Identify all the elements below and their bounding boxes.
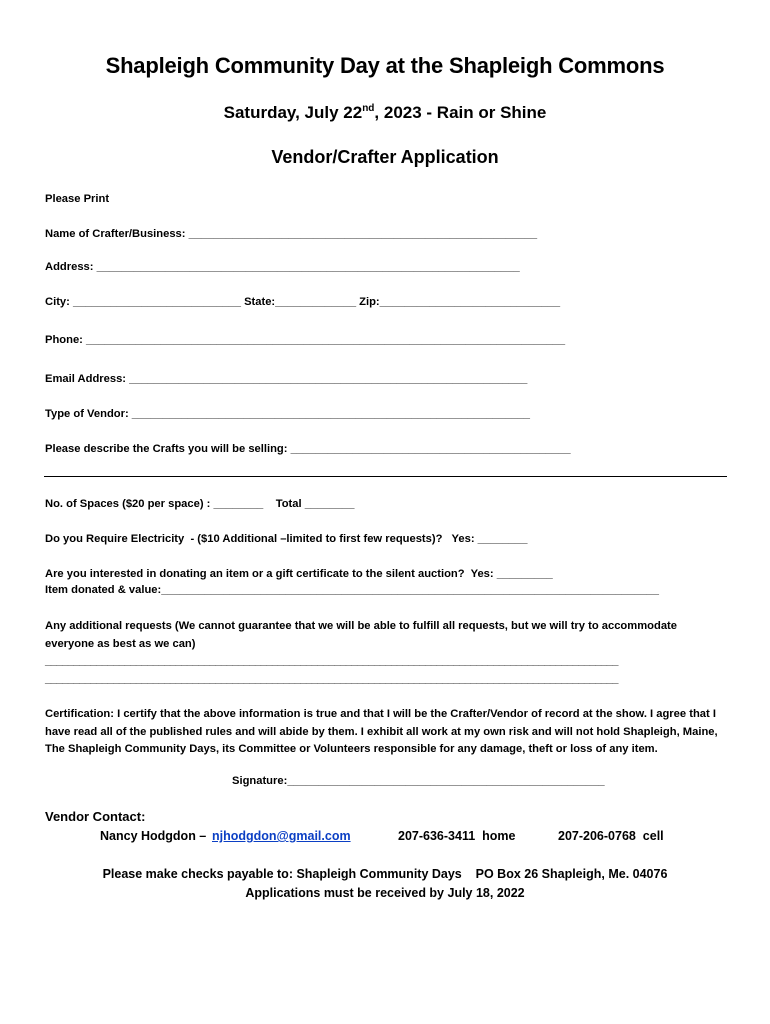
donation-question-field[interactable]: Are you interested in donating an item or a gift certificate to the silent auction? Yes: _________ bbox=[45, 568, 553, 580]
city-state-zip-field[interactable]: City: ___________________________ State:_____________ Zip:_____________________________ bbox=[45, 296, 561, 308]
payment-instructions: Please make checks payable to: Shapleigh Community Days PO Box 26 Shapleigh, Me. 04076 bbox=[102, 867, 668, 881]
additional-requests-line-2[interactable]: _____________________________________________________________________________________________________ bbox=[45, 673, 618, 685]
application-deadline: Applications must be received by July 18, 2022 bbox=[245, 886, 525, 900]
crafts-description-field[interactable]: Please describe the Crafts you will be selling: _____________________________________________ bbox=[45, 443, 571, 455]
event-date-main: Saturday, July 22 bbox=[223, 103, 363, 122]
vendor-type-field[interactable]: Type of Vendor: ________________________________________________________________ bbox=[45, 408, 531, 420]
additional-requests-text: Any additional requests (We cannot guarantee that we will be able to fulfill all requests, but we will try to accommodate everyone as best as we can) bbox=[45, 620, 678, 650]
event-date-rest: , 2023 - Rain or Shine bbox=[374, 103, 547, 122]
address-field[interactable]: Address: ____________________________________________________________________ bbox=[45, 261, 520, 273]
page-title: Shapleigh Community Day at the Shapleigh Commons bbox=[105, 53, 665, 78]
please-print-label: Please Print bbox=[45, 193, 110, 205]
vendor-contact-heading: Vendor Contact: bbox=[45, 809, 146, 824]
electricity-field[interactable]: Do you Require Electricity - ($10 Additional –limited to first few requests)? Yes: ________ bbox=[45, 533, 528, 545]
phone-field[interactable]: Phone: _____________________________________________________________________________ bbox=[45, 334, 566, 346]
donation-item-field[interactable]: Item donated & value:________________________________________________________________________________ bbox=[45, 584, 660, 596]
contact-cell-phone: 207-206-0768 cell bbox=[558, 829, 664, 843]
section-divider bbox=[44, 476, 727, 477]
form-heading: Vendor/Crafter Application bbox=[271, 147, 499, 167]
date-ordinal-suffix: nd bbox=[362, 103, 375, 114]
certification-text: Certification: I certify that the above information is true and that I will be the Crafter/Vendor of record at the show. I agree that I have read all of the published rules and will abide by them. I exhibit all work at my own risk and will not hold Shapleigh, Maine, The Shapleigh Community Days, its Committee or Volunteers responsible for any damage, theft or loss of any item. bbox=[45, 708, 718, 755]
email-field[interactable]: Email Address: ________________________________________________________________ bbox=[45, 373, 528, 385]
spaces-field[interactable]: No. of Spaces ($20 per space) : ________ Total ________ bbox=[45, 498, 355, 510]
contact-home-phone: 207-636-3411 home bbox=[398, 829, 516, 843]
additional-requests-line-1[interactable]: _____________________________________________________________________________________________________ bbox=[45, 655, 618, 667]
contact-email-link[interactable]: njhodgdon@gmail.com bbox=[212, 829, 351, 843]
crafter-name-field[interactable]: Name of Crafter/Business: ________________________________________________________ bbox=[45, 228, 538, 240]
event-date bbox=[0, 103, 770, 123]
contact-name: Nancy Hodgdon – bbox=[100, 829, 210, 843]
signature-field[interactable]: Signature:___________________________________________________ bbox=[232, 775, 605, 787]
